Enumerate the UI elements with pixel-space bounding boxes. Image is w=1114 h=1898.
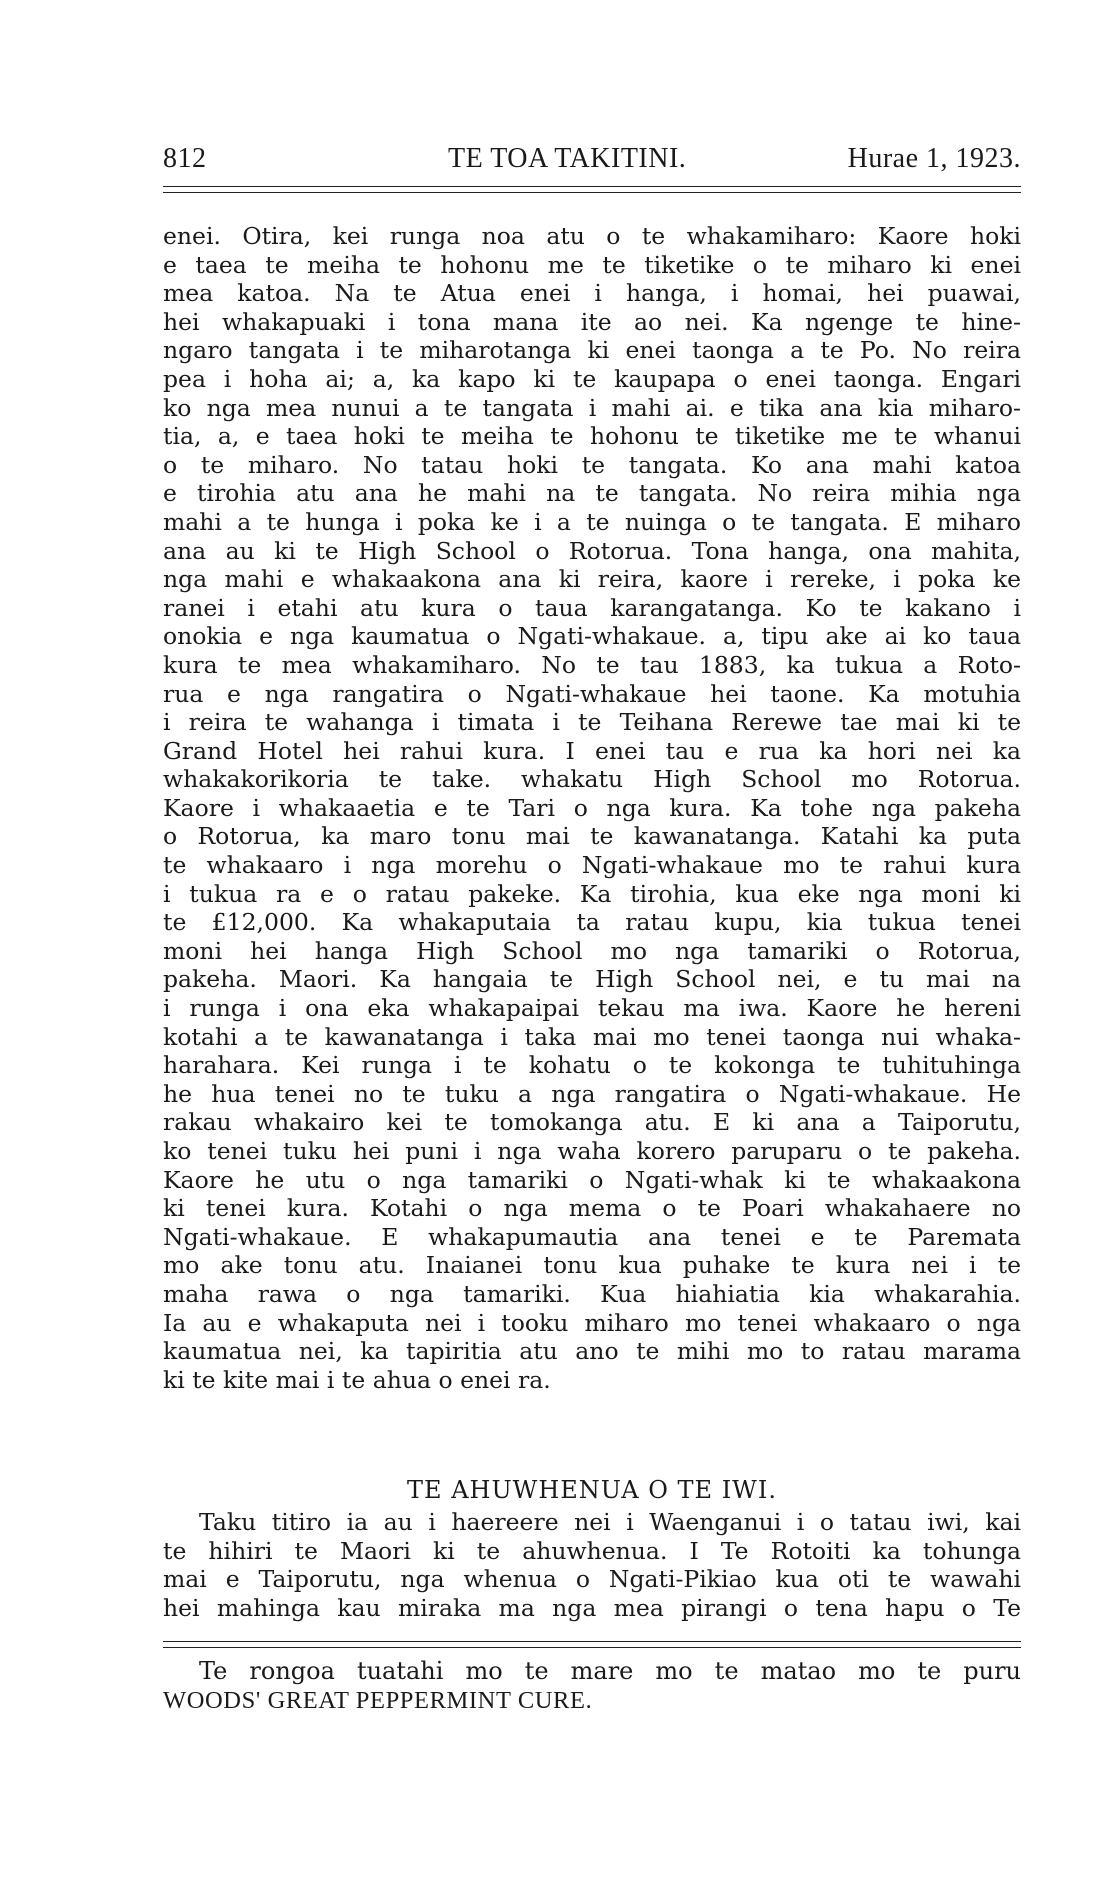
text-line: ki te kite mai i te ahua o enei ra. <box>163 1365 551 1394</box>
text-line: mo ake tonu atu. Inaianei tonu kua puhake te kura nei i te <box>163 1251 1021 1280</box>
text-line: kotahi a te kawanatanga i taka mai mo tenei taonga nui whaka- <box>163 1022 1021 1051</box>
text-line: e tirohia atu ana he mahi na te tangata. No reira mihia nga <box>163 479 1021 508</box>
text-line: mea katoa. Na te Atua enei i hanga, i homai, hei puawai, <box>163 279 1021 308</box>
text-line: pakeha. Maori. Ka hangaia te High School nei, e tu mai na <box>163 965 1021 994</box>
text-line: Grand Hotel hei rahui kura. I enei tau e rua ka hori nei ka <box>163 736 1021 765</box>
text-line: te whakaaro i nga morehu o Ngati-whakaue mo te rahui kura <box>163 851 1021 880</box>
text-line: kaumatua nei, ka tapiritia atu ano te mihi mo to ratau marama <box>163 1337 1021 1366</box>
advert-product: WOODS' GREAT PEPPERMINT CURE. <box>163 1687 593 1714</box>
text-line: kura te mea whakamiharo. No te tau 1883, ka tukua a Roto- <box>163 650 1021 679</box>
text-line: e taea te meiha te hohonu me te tiketike o te miharo ki enei <box>163 250 1021 279</box>
footer-rule <box>163 1641 1021 1642</box>
section-heading: TE AHUWHENUA O TE IWI. <box>407 1476 777 1504</box>
text-line: Kaore he utu o nga tamariki o Ngati-whak ki te whakaakona <box>163 1165 1021 1194</box>
text-line: ranei i etahi atu kura o taua karangatanga. Ko te kakano i <box>163 593 1021 622</box>
text-line: te £12,000. Ka whakaputaia ta ratau kupu, kia tukua tenei <box>163 908 1021 937</box>
text-line: i reira te wahanga i timata i te Teihana Rerewe tae mai ki te <box>163 708 1021 737</box>
page-number: 812 <box>163 143 207 174</box>
text-line: Taku titiro ia au i haereere nei i Waenganui i o tatau iwi, kai <box>199 1508 1021 1536</box>
text-line: hei mahinga kau miraka ma nga mea pirangi o tena hapu o Te <box>163 1593 1021 1622</box>
advertisement <box>163 1656 1021 1716</box>
footer-rule-double <box>163 1647 1021 1648</box>
text-line: ko nga mea nunui a te tangata i mahi ai. e tika ana kia miharo- <box>163 393 1021 422</box>
text-line: Ia au e whakaputa nei i tooku miharo mo tenei whakaaro o nga <box>163 1308 1021 1337</box>
text-line: rakau whakairo kei te tomokanga atu. E ki ana a Taiporutu, <box>163 1108 1021 1137</box>
text-line: whakakorikoria te take. whakatu High School mo Rotorua. <box>163 765 1021 794</box>
running-header <box>163 143 1021 183</box>
text-line: harahara. Kei runga i te kohatu o te kokonga te tuhituhinga <box>163 1051 1021 1080</box>
text-line: enei. Otira, kei runga noa atu o te whakamiharo: Kaore hoki <box>163 222 1021 250</box>
text-line: maha rawa o nga tamariki. Kua hiahiatia kia whakarahia. <box>163 1279 1021 1308</box>
text-line: mahi a te hunga i poka ke i a te nuinga o te tangata. E miharo <box>163 507 1021 536</box>
text-line: rua e nga rangatira o Ngati-whakaue hei taone. Ka motuhia <box>163 679 1021 708</box>
text-line: ana au ki te High School o Rotorua. Tona hanga, ona mahita, <box>163 536 1021 565</box>
text-line: Kaore i whakaaetia e te Tari o nga kura. Ka tohe nga pakeha <box>163 793 1021 822</box>
text-line: pea i hoha ai; a, ka kapo ki te kaupapa o enei taonga. Engari <box>163 364 1021 393</box>
article-body <box>163 222 1021 1394</box>
text-line: hei whakapuaki i tona mana ite ao nei. Ka ngenge te hine- <box>163 307 1021 336</box>
text-line: nga mahi e whakaakona ana ki reira, kaore i rereke, i poka ke <box>163 565 1021 594</box>
text-line: o Rotorua, ka maro tonu mai te kawanatanga. Katahi ka puta <box>163 822 1021 851</box>
journal-title: TE TOA TAKITINI. <box>448 143 687 174</box>
text-line: onokia e nga kaumatua o Ngati-whakaue. a, tipu ake ai ko taua <box>163 622 1021 651</box>
text-line: tia, a, e taea hoki te meiha te hohonu te tiketike me te whanui <box>163 422 1021 451</box>
text-line: he hua tenei no te tuku a nga rangatira o Ngati-whakaue. He <box>163 1079 1021 1108</box>
text-line: Ngati-whakaue. E whakapumautia ana tenei e te Paremata <box>163 1222 1021 1251</box>
text-line: i runga i ona eka whakapaipai tekau ma iwa. Kaore he hereni <box>163 994 1021 1023</box>
header-rule <box>163 186 1021 187</box>
advert-tagline: Te rongoa tuatahi mo te mare mo te matao mo te puru <box>199 1657 1021 1685</box>
text-line: moni hei hanga High School mo nga tamariki o Rotorua, <box>163 936 1021 965</box>
text-line: mai e Taiporutu, nga whenua o Ngati-Pikiao kua oti te wawahi <box>163 1565 1021 1594</box>
text-line: ko tenei tuku hei puni i nga waha korero paruparu o te pakeha. <box>163 1137 1021 1165</box>
text-line: o te miharo. No tatau hoki te tangata. Ko ana mahi katoa <box>163 450 1021 479</box>
issue-date: Hurae 1, 1923. <box>847 143 1021 174</box>
section-body <box>163 1508 1021 1622</box>
text-line: ngaro tangata i te miharotanga ki enei taonga a te Po. No reira <box>163 336 1021 365</box>
header-rule-double <box>163 192 1021 193</box>
text-line: ki tenei kura. Kotahi o nga mema o te Poari whakahaere no <box>163 1194 1021 1223</box>
text-line: te hihiri te Maori ki te ahuwhenua. I Te Rotoiti ka tohunga <box>163 1536 1021 1565</box>
text-line: i tukua ra e o ratau pakeke. Ka tirohia, kua eke nga moni ki <box>163 879 1021 908</box>
